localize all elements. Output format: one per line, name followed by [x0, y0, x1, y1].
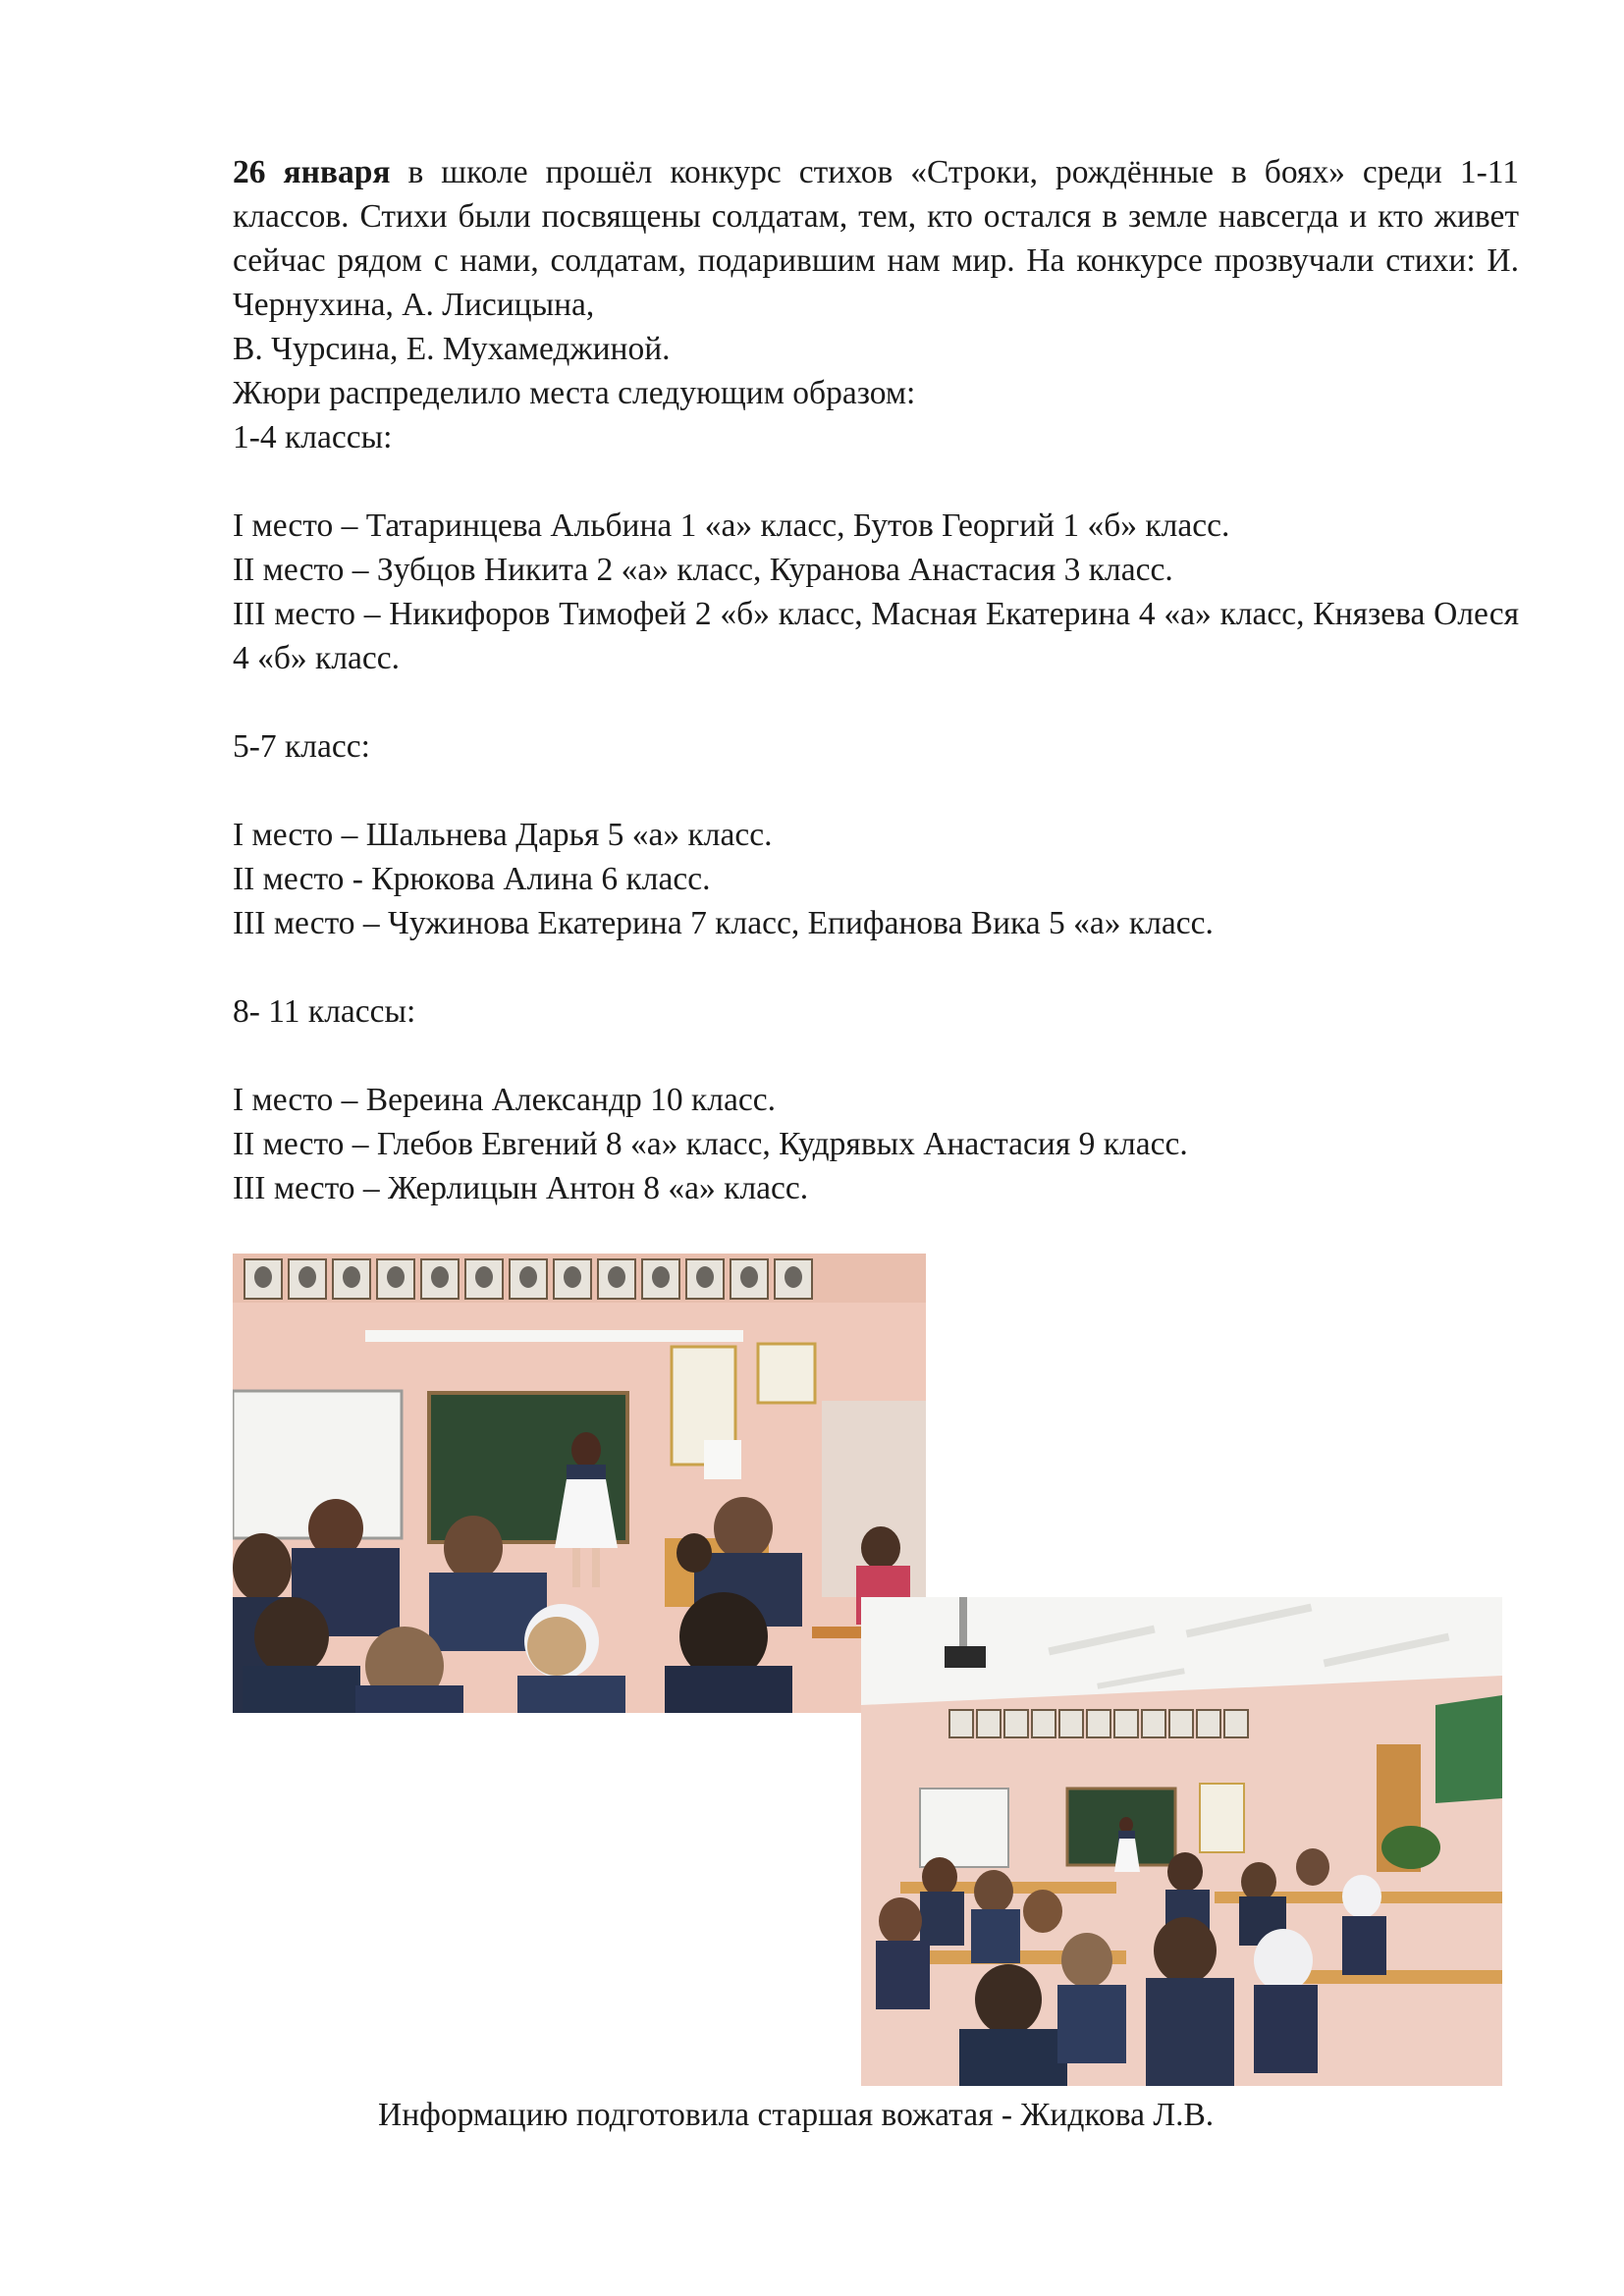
place-row: I место – Шальнева Дарья 5 «а» класс.	[233, 817, 773, 853]
classroom-photo-wide	[861, 1597, 1502, 2086]
group-heading-8-11: 8- 11 классы:	[233, 993, 416, 1030]
classroom-photo-front	[233, 1254, 926, 1713]
place-row: III место – Никифоров Тимофей 2 «б» класс, Масная Екатерина 4 «а» класс, Князева Олеся 4 «б» класс.	[233, 596, 1519, 676]
author-caption: Информацию подготовила старшая вожатая - Жидкова Л.В.	[378, 2097, 1215, 2133]
place-row: I место – Вереина Александр 10 класс.	[233, 1082, 776, 1118]
intro-date: 26 января	[233, 154, 391, 190]
place-row: II место - Крюкова Алина 6 класс.	[233, 861, 711, 897]
place-row: II место – Глебов Евгений 8 «а» класс, Кудрявых Анастасия 9 класс.	[233, 1126, 1188, 1162]
place-row: III место – Чужинова Екатерина 7 класс, Епифанова Вика 5 «а» класс.	[233, 905, 1214, 941]
place-row: I место – Татаринцева Альбина 1 «а» класс, Бутов Георгий 1 «б» класс.	[233, 507, 1230, 544]
intro-paragraph	[233, 150, 1519, 327]
group-heading-5-7: 5-7 класс:	[233, 728, 370, 765]
group-heading-1-4: 1-4 классы:	[233, 419, 393, 455]
intro-line3: Жюри распределило места следующим образом:	[233, 375, 916, 411]
intro-text: в школе прошёл конкурс стихов «Строки, рождённые в боях» среди 1-11 классов. Стихи были посвящены солдатам, тем, кто остался в земле навсегда и кто живет сейчас рядом с нами, солдатам, подарившим нам мир. На конкурсе прозвучали стихи: И. Чернухина, А. Лисицына,	[233, 154, 1519, 323]
place-row: III место – Жерлицын Антон 8 «а» класс.	[233, 1170, 809, 1206]
intro-line2: В. Чурсина, Е. Мухамеджиной.	[233, 331, 671, 367]
place-row: II место – Зубцов Никита 2 «а» класс, Куранова Анастасия 3 класс.	[233, 552, 1173, 588]
